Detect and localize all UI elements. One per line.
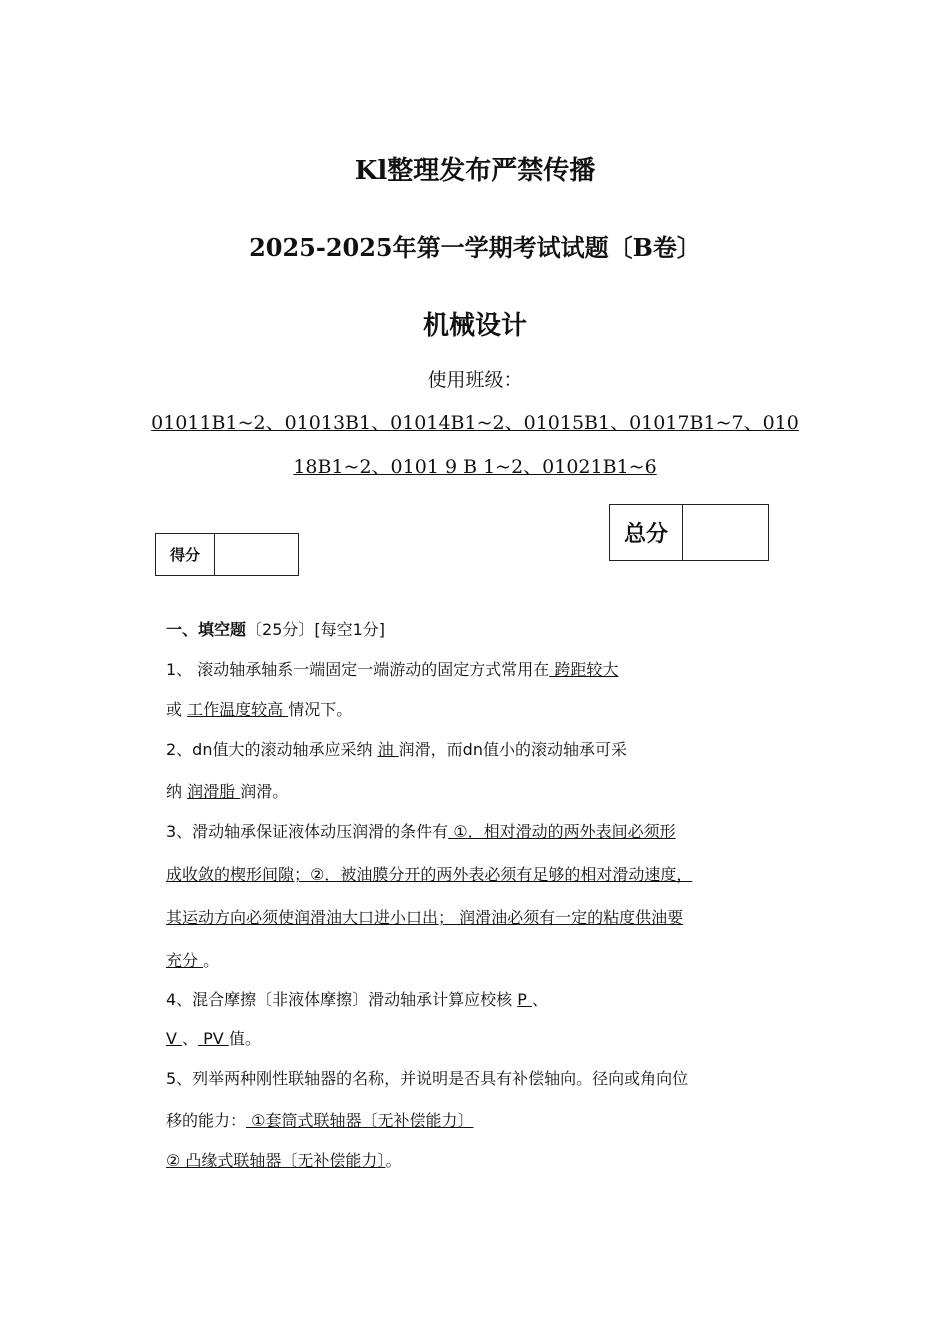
q3-text-end: 。 — [203, 951, 220, 970]
score-label: 得分 — [156, 534, 215, 575]
q4-answer-2: V — [166, 1029, 183, 1048]
q3-answer-2: 成收敛的楔形间隙；②．被油膜分开的两外表必须有足够的相对滑动速度， — [166, 865, 693, 884]
section-title-bold: 一、填空题 — [166, 620, 247, 639]
q1-text-end: 情况下。 — [288, 700, 353, 719]
q5-answer-2: ② 凸缘式联轴器〔无补偿能力〕 — [166, 1151, 386, 1170]
q4-answer-1: P — [517, 990, 533, 1009]
q4-sep-2: 、 — [182, 1029, 199, 1048]
watermark-title: Kl整理发布严禁传播 — [354, 156, 596, 186]
question-2-line-2 — [166, 779, 288, 802]
section-title — [166, 617, 385, 640]
q2-text-3: 纳 — [166, 782, 188, 801]
q4-answer-3: PV — [198, 1029, 229, 1048]
q1-answer-2: 工作温度较高 — [187, 700, 289, 719]
q2-text-2: 润滑，而dn值小的滚动轴承可采 — [398, 740, 627, 759]
q4-text: 4、混合摩擦〔非液体摩擦〕滑动轴承计算应校核 — [166, 990, 518, 1009]
q1-text: 1、 滚动轴承轴系一端固定一端游动的固定方式常用在 — [166, 660, 550, 679]
course-title: 机械设计 — [422, 311, 527, 341]
q3-text: 3、滑动轴承保证液体动压润滑的条件有 — [166, 822, 449, 841]
q2-answer-2: 润滑脂 — [187, 782, 241, 801]
q3-answer-1: ①．相对滑动的两外表间必须形 — [448, 822, 676, 841]
question-5-line-3 — [166, 1148, 401, 1171]
q5-text-1: 5、列举两种刚性联轴器的名称，并说明是否具有补偿轴向。径向或角向位 — [166, 1069, 689, 1088]
total-score-box — [609, 504, 769, 561]
question-2-line-1 — [166, 737, 627, 760]
question-3-line-4 — [166, 948, 219, 971]
classes-line-1: 01011B1~2、01013B1、01014B1~2、01015B1、01017B1~7、010 — [151, 412, 799, 434]
section-title-rest: 〔25分〕[每空1分] — [246, 620, 386, 639]
q2-text-end: 润滑。 — [240, 782, 289, 801]
q3-answer-3: 其运动方向必须使润滑油大口进小口出； 润滑油必须有一定的粘度供油要 — [166, 908, 684, 927]
q2-answer-1: 油 — [377, 740, 399, 759]
question-4-line-1 — [166, 987, 548, 1010]
q3-answer-4: 充分 — [166, 951, 204, 970]
score-box — [155, 533, 299, 576]
q5-text-2: 移的能力： — [166, 1111, 247, 1130]
q5-text-end: 。 — [385, 1151, 402, 1170]
question-1-line-1 — [166, 657, 618, 680]
q5-answer-1: ①套筒式联轴器〔无补偿能力〕 — [246, 1111, 474, 1130]
q4-text-end: 值。 — [228, 1029, 261, 1048]
q1-answer-1: 跨距较大 — [549, 660, 619, 679]
exam-title: 2025-2025年第一学期考试试题〔B卷〕 — [249, 233, 701, 262]
total-score-label: 总分 — [610, 505, 683, 560]
question-1-line-2 — [166, 697, 352, 720]
q4-sep-1: 、 — [532, 990, 549, 1009]
q2-text: 2、dn值大的滚动轴承应采纳 — [166, 740, 378, 759]
question-3-line-1 — [166, 819, 676, 842]
question-5-line-2 — [166, 1108, 473, 1131]
q1-text-or: 或 — [166, 700, 188, 719]
classes-label: 使用班级： — [427, 369, 523, 391]
question-4-line-2 — [166, 1026, 261, 1049]
classes-line-2: 18B1~2、0101 9 B 1~2、01021B1~6 — [293, 456, 657, 478]
